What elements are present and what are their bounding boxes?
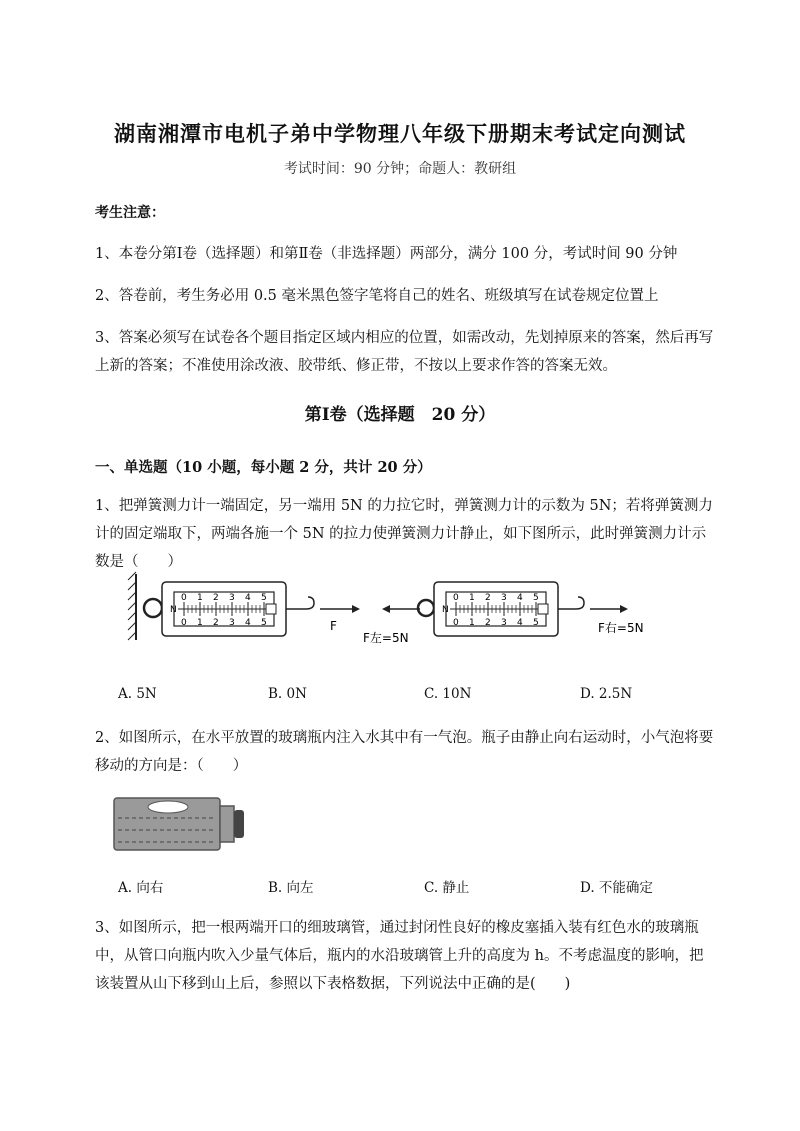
bottle-neck [220,806,234,842]
q2-option-d[interactable]: D. 不能确定 [580,880,653,896]
exam-subtitle: 考试时间：90 分钟；命题人：教研组 [283,161,517,177]
notice-item-2: 2、答卷前，考生务必用 0.5 毫米黑色签字笔将自己的姓名、班级填写在试卷规定位置上 [95,288,659,304]
force-label-f: F [330,619,337,633]
tick-label-top-left-5: 5 [261,593,267,603]
force-label-right: F右=5N [598,621,644,635]
tick-label-bottom-left-3: 3 [229,618,235,628]
tick-label-bottom-right-0: 0 [453,618,459,628]
tick-label-top-right-0: 0 [453,593,459,603]
glass-bottle-figure [112,796,252,854]
tick-label-bottom-left-5: 5 [261,618,267,628]
tick-label-top-right-1: 1 [469,593,475,603]
question-1-text: 1、把弹簧测力计一端固定，另一端用 5N 的力拉它时，弹簧测力计的示数为 5N；若将弹簧测力计的固定端取下，两端各施一个 5N 的拉力使弹簧测力计静止，如下图所示，此时弹簧测力计示数是（ ） [95,498,713,570]
exam-title: 湖南湘潭市电机子弟中学物理八年级下册期末考试定向测试 [114,121,686,146]
tick-label-bottom-left-4: 4 [245,618,251,628]
tick-label-bottom-left-0: 0 [181,618,187,628]
unit-label-left: N [170,605,177,615]
tick-label-bottom-right-5: 5 [533,618,539,628]
unit-label-right: N [442,605,449,615]
notice-item-1: 1、本卷分第Ⅰ卷（选择题）和第Ⅱ卷（非选择题）两部分，满分 100 分，考试时间 90 分钟 [95,246,678,262]
q2-option-c[interactable]: C. 静止 [424,880,470,896]
question-3-text: 3、如图所示，把一根两端开口的细玻璃管，通过封闭性良好的橡皮塞插入装有红色水的玻璃瓶中，从管口向瓶内吹入少量气体后，瓶内的水沿玻璃管上升的高度为 h。不考虑温度的影响，把该装置从山下移到山上后，参照以下表格数据，下列说法中正确的是( ) [95,920,704,992]
tick-label-top-left-2: 2 [213,593,219,603]
bottle-cork [234,810,244,838]
tick-label-top-left-1: 1 [197,593,203,603]
section-title: 第Ⅰ卷（选择题 20 分） [304,405,496,425]
tick-label-top-right-5: 5 [533,593,539,603]
q1-option-b[interactable]: B. 0N [268,686,307,702]
tick-label-bottom-right-4: 4 [517,618,523,628]
question-2-options [118,876,718,896]
tick-label-top-left-4: 4 [245,593,251,603]
notice-item-3: 3、答案必须写在试卷各个题目指定区域内相应的位置，如需改动，先划掉原来的答案，然后再写上新的答案；不准使用涂改液、胶带纸、修正带，不按以上要求作答的答案无效。 [95,330,714,374]
tick-label-top-right-3: 3 [501,593,507,603]
tick-label-top-right-2: 2 [485,593,491,603]
tick-label-bottom-right-3: 3 [501,618,507,628]
tick-label-bottom-left-2: 2 [213,618,219,628]
tick-label-top-left-0: 0 [181,593,187,603]
tick-label-bottom-right-2: 2 [485,618,491,628]
tick-label-bottom-right-1: 1 [469,618,475,628]
tick-label-top-left-3: 3 [229,593,235,603]
wall [128,572,136,640]
notice-heading: 考生注意： [95,205,165,221]
spring-scale-figure [120,568,680,650]
question-2-text: 2、如图所示，在水平放置的玻璃瓶内注入水其中有一气泡。瓶子由静止向右运动时，小气泡将要移动的方向是：（ ） [95,730,714,774]
air-bubble [148,801,188,813]
tick-label-bottom-left-1: 1 [197,618,203,628]
q1-option-d[interactable]: D. 2.5N [580,686,633,702]
q2-option-a[interactable]: A. 向右 [118,880,164,896]
force-label-left: F左=5N [363,631,409,645]
q1-option-a[interactable]: A. 5N [118,686,157,702]
q1-option-c[interactable]: C. 10N [424,686,472,702]
tick-label-top-right-4: 4 [517,593,523,603]
question-1-options [118,686,718,706]
part-heading: 一、单选题（10 小题，每小题 2 分，共计 20 分） [95,459,432,476]
q2-option-b[interactable]: B. 向左 [268,880,314,896]
